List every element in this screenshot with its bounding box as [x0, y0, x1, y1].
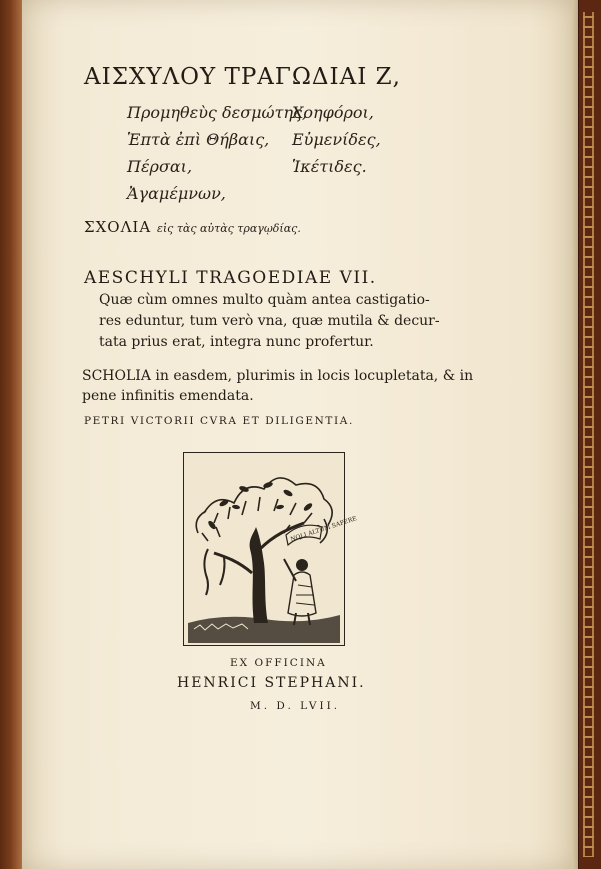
latin-line-2: res eduntur, tum verò vna, quæ mutila & decur- — [99, 313, 440, 329]
imprint-year: M. D. LVII. — [250, 700, 341, 712]
greek-scholia-sub: εἰς τὰς αὐτὰς τραγῳδίας. — [156, 222, 301, 235]
play-choephori: Χοηφόροι, — [292, 103, 374, 122]
latin-title: AESCHYLI TRAGOEDIAE VII. — [84, 268, 377, 288]
play-suppliants: Ἱκέτιδες. — [292, 157, 367, 176]
latin-line-1: Quæ cùm omnes multo quàm antea castigatio- — [99, 292, 430, 308]
editor-line: PETRI VICTORII CVRA ET DILIGENTIA. — [84, 415, 354, 427]
play-eumenides: Εὐμενίδες, — [292, 130, 381, 149]
play-persae: Πέρσαι, — [127, 157, 193, 176]
device-motto: NOLI ALTUM SAPERE — [289, 515, 358, 544]
scholia-line-2: pene infinitis emendata. — [82, 388, 254, 404]
greek-scholia-line — [84, 218, 301, 236]
olive-tree-woodcut — [184, 453, 358, 645]
play-seven-against-thebes: Ἑπτὰ ἐπὶ Θήβαις, — [127, 130, 270, 149]
printers-device-woodcut — [183, 452, 358, 646]
scholia-line-1: SCHOLIA in easdem, plurimis in locis locupletata, & in — [82, 368, 474, 384]
latin-line-3: tata prius erat, integra nunc profertur. — [99, 334, 374, 350]
greek-scholia: ΣΧΟΛΙΑ — [84, 218, 152, 236]
play-prometheus: Προμηθεὺς δεσμώτης, — [127, 103, 308, 122]
imprint-office: EX OFFICINA — [230, 657, 327, 669]
gilt-meander-border — [583, 12, 594, 857]
greek-title: ΑΙΣΧΥΛΟΥ ΤΡΑΓΩΔΙΑΙ Ζ, — [84, 64, 401, 90]
imprint-printer: HENRICI STEPHANI. — [177, 675, 366, 691]
play-agamemnon: Ἀγαμέμνων, — [127, 184, 226, 203]
